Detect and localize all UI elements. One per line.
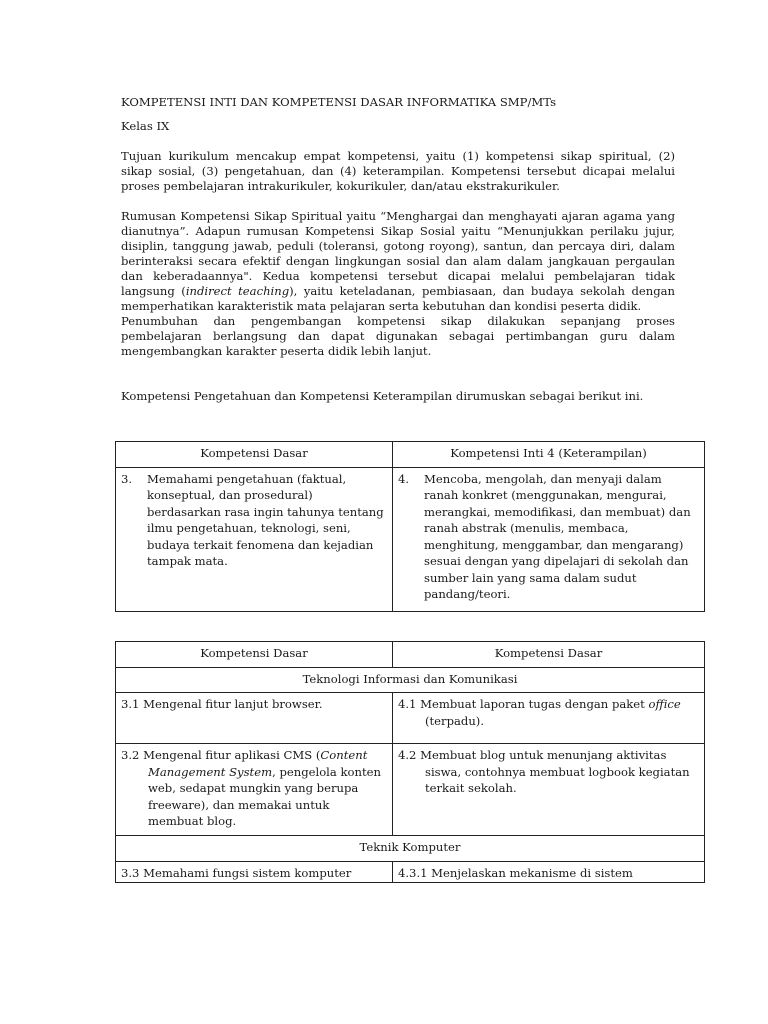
- document-body: [121, 95, 675, 404]
- table-row: [116, 467, 705, 611]
- intro-paragraph: Tujuan kurikulum mencakup empat kompetensi, yaitu (1) kompetensi sikap spiritual, (2) sikap sosial, (3) pengetahuan, dan (4) keterampilan. Kompetensi tersebut dicapai melalui proses pembelajaran intrakurikuler, kokurikuler, dan/atau ekstrakurikuler.: [121, 149, 675, 193]
- competency-table-2: [115, 641, 705, 883]
- section-row: [116, 667, 705, 693]
- lead-paragraph: Kompetensi Pengetahuan dan Kompetensi Keterampilan dirumuskan sebagai berikut ini.: [121, 389, 644, 403]
- table-header-row: [116, 642, 705, 668]
- attitude-paragraph: [121, 209, 675, 314]
- kd-3-1: 3.1 Mengenal fitur lanjut browser.: [121, 697, 323, 711]
- header-left: Kompetensi Dasar: [116, 642, 393, 668]
- section-tik: Teknologi Informasi dan Komunikasi: [116, 667, 705, 693]
- attitude-text-1: Rumusan Kompetensi Sikap Spiritual yaitu “Menghargai dan menghayati ajaran agama yang dianutnya”. Adapun rumusan Kompetensi Sikap Sosial yaitu “Menunjukkan perilaku jujur, disiplin, tanggung jawab, peduli (toleransi, gotong royong), santun, dan percaya diri, dalam berinteraksi secara efektif dengan lingkungan sosial dan alam dalam jangkauan pergaulan dan keberadaannya". Kedua kompetensi tersebut dicapai melalui pembelajaran tidak langsung (: [121, 209, 675, 298]
- table-header-row: [116, 442, 705, 468]
- section-teknik-komputer: Teknik Komputer: [116, 836, 705, 862]
- kd-3-2: 3.2 Mengenal fitur aplikasi CMS (Content Management System, pengelola konten web, sedapat mungkin yang berupa freeware), dan memakai untuk membuat blog.: [121, 748, 381, 828]
- table-row: [116, 744, 705, 836]
- section-row: [116, 836, 705, 862]
- development-paragraph: Penumbuhan dan pengembangan kompetensi sikap dilakukan sepanjang proses pembelajaran berlangsung dan dapat digunakan sebagai pertimbangan guru dalam mengembangkan karakter peserta didik lebih lanjut.: [121, 314, 675, 358]
- ki-4: 4. Mencoba, mengolah, dan menyaji dalam ranah konkret (menggunakan, mengurai, merangkai, memodifikasi, dan membuat) dan ranah abstrak (menulis, membaca, menghitung, menggambar, dan mengarang) sesuai dengan yang dipelajari di sekolah dan sumber lain yang sama dalam sudut pandang/teori.: [398, 471, 691, 601]
- kd-3-3: 3.3 Memahami fungsi sistem komputer: [121, 865, 352, 880]
- header-right: Kompetensi Dasar: [393, 642, 705, 668]
- table-row: [116, 693, 705, 744]
- competency-table-1: [115, 441, 705, 612]
- kd-4-3-1: 4.3.1 Menjelaskan mekanisme di sistem: [398, 865, 633, 880]
- kd-4-1: 4.1 Membuat laporan tugas dengan paket office (terpadu).: [398, 697, 681, 728]
- attitude-italic: indirect teaching: [185, 284, 290, 298]
- kd-3: 3. Memahami pengetahuan (faktual, konseptual, dan prosedural) berdasarkan rasa ingin tahunya tentang ilmu pengetahuan, teknologi, seni, budaya terkait fenomena dan kejadian tampak mata.: [121, 471, 384, 568]
- header-kompetensi-dasar: Kompetensi Dasar: [116, 442, 393, 468]
- kd-4-2: 4.2 Membuat blog untuk menunjang aktivitas siswa, contohnya membuat logbook kegiatan terkait sekolah.: [398, 748, 690, 795]
- table-row: [116, 861, 705, 883]
- header-kompetensi-inti: Kompetensi Inti 4 (Keterampilan): [393, 442, 705, 468]
- attitude-text-2: ), yaitu keteladanan, pembiasaan, dan budaya sekolah dengan memperhatikan karakteristik mata pelajaran serta kebutuhan dan kondisi peserta didik.: [121, 284, 675, 313]
- document-title: KOMPETENSI INTI DAN KOMPETENSI DASAR INFORMATIKA SMP/MTs: [121, 95, 557, 109]
- class-label: Kelas IX: [121, 119, 170, 133]
